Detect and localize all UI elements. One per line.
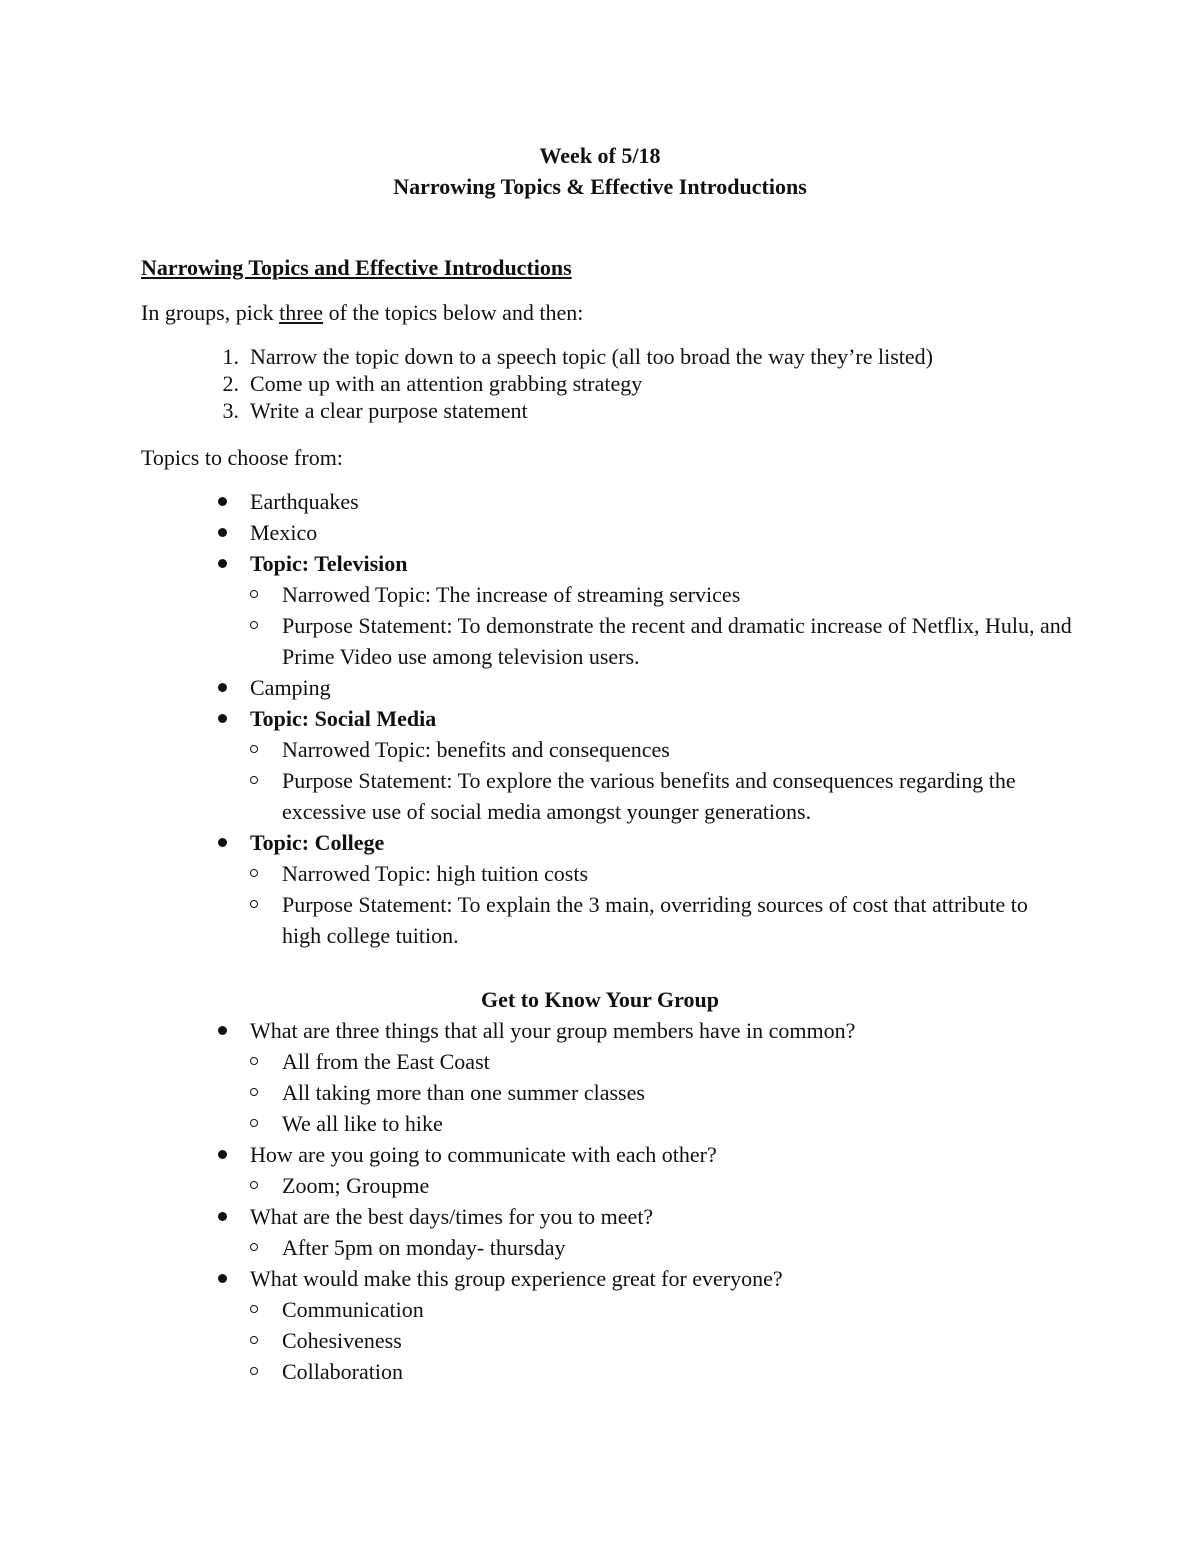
narrowed-text: Narrowed Topic: The increase of streaming services — [282, 582, 741, 607]
answer-item — [282, 1046, 1072, 1077]
answer-text: All from the East Coast — [282, 1049, 490, 1074]
bullet-icon — [218, 497, 227, 506]
topic-narrowed — [282, 858, 1072, 889]
section-heading-narrowing: Narrowing Topics and Effective Introductions — [141, 255, 572, 280]
instructions-intro — [141, 297, 583, 328]
sub-bullet-icon — [250, 776, 258, 784]
topic-purpose — [282, 610, 1072, 672]
question-text: What would make this group experience great for everyone? — [250, 1266, 783, 1291]
topic-label: Topic: Television — [250, 551, 408, 576]
topic-label: Camping — [250, 675, 331, 700]
sub-bullet-icon — [250, 590, 258, 598]
sub-bullet-icon — [250, 1243, 258, 1251]
question-text: What are the best days/times for you to meet? — [250, 1204, 654, 1229]
bullet-icon — [218, 683, 227, 692]
answer-item — [282, 1170, 1072, 1201]
sub-bullet-icon — [250, 869, 258, 877]
sub-bullet-icon — [250, 1336, 258, 1344]
topic-details — [250, 734, 1090, 827]
topic-label: Mexico — [250, 520, 318, 545]
topic-label: Earthquakes — [250, 489, 359, 514]
answers-list — [250, 1170, 1090, 1201]
topic-narrowed — [282, 734, 1072, 765]
step-text: Write a clear purpose statement — [250, 398, 528, 423]
topics-list — [250, 486, 1090, 951]
title-week: Week of 5/18 — [539, 143, 661, 168]
topic-label: Topic: Social Media — [250, 706, 437, 731]
answer-item — [282, 1325, 1072, 1356]
answers-list — [250, 1294, 1090, 1387]
question-item — [250, 1263, 1090, 1387]
document-title — [0, 140, 1200, 202]
steps-list — [222, 343, 1090, 424]
sub-bullet-icon — [250, 621, 258, 629]
answer-item — [282, 1077, 1072, 1108]
topic-details — [250, 579, 1090, 672]
answer-text: All taking more than one summer classes — [282, 1080, 645, 1105]
topic-label: Topic: College — [250, 830, 385, 855]
answer-text: Collaboration — [282, 1359, 403, 1384]
answer-item — [282, 1108, 1072, 1139]
topic-item — [250, 703, 1090, 827]
step-text: Narrow the topic down to a speech topic (all too broad the way they’re listed) — [250, 344, 933, 369]
sub-bullet-icon — [250, 1305, 258, 1313]
topic-item — [250, 548, 1090, 672]
answers-list — [250, 1046, 1090, 1139]
intro-text-after: of the topics below and then: — [323, 300, 584, 325]
topic-details — [250, 858, 1090, 951]
intro-text-underlined: three — [279, 300, 324, 325]
step-item — [222, 343, 1090, 370]
bullet-icon — [218, 838, 227, 847]
narrowed-text: Narrowed Topic: high tuition costs — [282, 861, 589, 886]
bullet-icon — [218, 528, 227, 537]
sub-bullet-icon — [250, 1057, 258, 1065]
answer-text: Zoom; Groupme — [282, 1173, 430, 1198]
answer-item — [282, 1356, 1072, 1387]
question-item — [250, 1015, 1090, 1139]
bullet-icon — [218, 1212, 227, 1221]
step-item — [222, 370, 1090, 397]
topic-item — [250, 517, 1090, 548]
topic-item — [250, 827, 1090, 951]
step-number: 2. — [222, 371, 239, 396]
question-text: What are three things that all your group members have in common? — [250, 1018, 856, 1043]
answer-text: We all like to hike — [282, 1111, 443, 1136]
topic-narrowed — [282, 579, 1072, 610]
title-subject: Narrowing Topics & Effective Introductions — [393, 174, 807, 199]
topics-label: Topics to choose from: — [141, 445, 343, 470]
answer-text: After 5pm on monday- thursday — [282, 1235, 566, 1260]
purpose-text: Purpose Statement: To explore the various benefits and consequences regarding the excessive use of social media amongst younger generations. — [282, 768, 1016, 824]
step-text: Come up with an attention grabbing strategy — [250, 371, 643, 396]
sub-bullet-icon — [250, 1119, 258, 1127]
question-item — [250, 1201, 1090, 1263]
answer-text: Cohesiveness — [282, 1328, 402, 1353]
step-item — [222, 397, 1090, 424]
step-number: 1. — [222, 344, 239, 369]
answer-text: Communication — [282, 1297, 424, 1322]
narrowed-text: Narrowed Topic: benefits and consequences — [282, 737, 670, 762]
step-number: 3. — [222, 398, 239, 423]
intro-text-before: In groups, pick — [141, 300, 280, 325]
bullet-icon — [218, 1026, 227, 1035]
topic-purpose — [282, 765, 1072, 827]
questions-list — [250, 1015, 1090, 1387]
section-heading-group: Get to Know Your Group — [481, 987, 719, 1012]
topic-purpose — [282, 889, 1072, 951]
answer-item — [282, 1232, 1072, 1263]
question-item — [250, 1139, 1090, 1201]
bullet-icon — [218, 1150, 227, 1159]
sub-bullet-icon — [250, 1088, 258, 1096]
sub-bullet-icon — [250, 1181, 258, 1189]
bullet-icon — [218, 559, 227, 568]
answers-list — [250, 1232, 1090, 1263]
purpose-text: Purpose Statement: To explain the 3 main, overriding sources of cost that attribute to high college tuition. — [282, 892, 1028, 948]
answer-item — [282, 1294, 1072, 1325]
sub-bullet-icon — [250, 900, 258, 908]
purpose-text: Purpose Statement: To demonstrate the recent and dramatic increase of Netflix, Hulu, and Prime Video use among television users. — [282, 613, 1072, 669]
bullet-icon — [218, 1274, 227, 1283]
bullet-icon — [218, 714, 227, 723]
sub-bullet-icon — [250, 745, 258, 753]
topic-item — [250, 672, 1090, 703]
topic-item — [250, 486, 1090, 517]
sub-bullet-icon — [250, 1367, 258, 1375]
question-text: How are you going to communicate with each other? — [250, 1142, 717, 1167]
